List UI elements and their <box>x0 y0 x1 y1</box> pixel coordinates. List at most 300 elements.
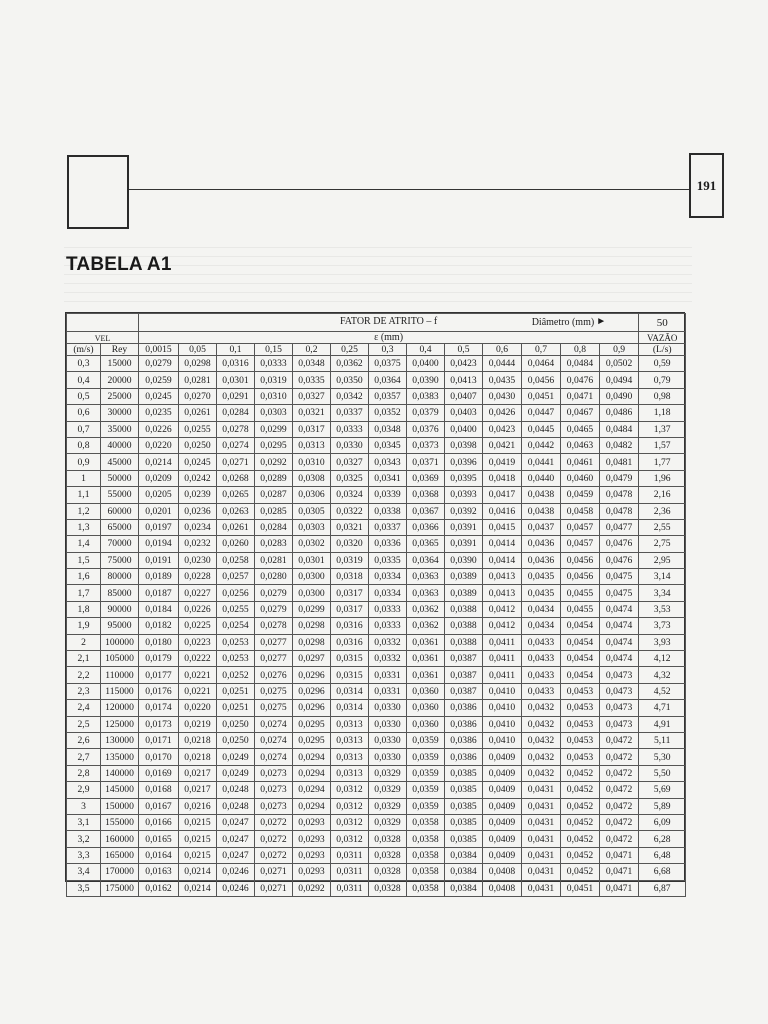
friction-factor-cell: 0,0400 <box>407 356 445 372</box>
flow-rate-cell: 0,59 <box>639 356 686 372</box>
friction-factor-cell: 0,0431 <box>522 782 561 798</box>
friction-factor-cell: 0,0281 <box>255 552 293 568</box>
friction-factor-cell: 0,0409 <box>483 831 522 847</box>
epsilon-header: 0,5 <box>445 344 483 356</box>
friction-factor-cell: 0,0245 <box>179 454 217 470</box>
reynolds-cell: 60000 <box>101 503 139 519</box>
flow-rate-cell: 5,30 <box>639 749 686 765</box>
friction-factor-cell: 0,0220 <box>139 437 179 453</box>
friction-factor-cell: 0,0454 <box>561 634 600 650</box>
friction-factor-cell: 0,0292 <box>293 880 331 896</box>
friction-factor-cell: 0,0246 <box>217 864 255 880</box>
friction-factor-cell: 0,0271 <box>255 864 293 880</box>
friction-factor-cell: 0,0255 <box>217 601 255 617</box>
friction-factor-cell: 0,0423 <box>445 356 483 372</box>
friction-factor-cell: 0,0341 <box>369 470 407 486</box>
friction-factor-cell: 0,0295 <box>293 732 331 748</box>
friction-factor-cell: 0,0293 <box>293 814 331 830</box>
friction-factor-cell: 0,0471 <box>561 388 600 404</box>
flow-rate-cell: 4,12 <box>639 651 686 667</box>
reynolds-cell: 40000 <box>101 437 139 453</box>
velocity-cell: 0,3 <box>67 356 101 372</box>
friction-factor-cell: 0,0301 <box>217 372 255 388</box>
friction-factor-cell: 0,0414 <box>483 552 522 568</box>
friction-factor-cell: 0,0328 <box>369 847 407 863</box>
table-row <box>67 536 686 552</box>
friction-factor-cell: 0,0164 <box>139 847 179 863</box>
friction-factor-cell: 0,0366 <box>407 519 445 535</box>
friction-factor-cell: 0,0357 <box>369 388 407 404</box>
friction-factor-cell: 0,0447 <box>522 405 561 421</box>
friction-factor-cell: 0,0274 <box>255 749 293 765</box>
table-row <box>67 667 686 683</box>
friction-factor-cell: 0,0412 <box>483 618 522 634</box>
friction-factor-cell: 0,0391 <box>445 536 483 552</box>
friction-factor-cell: 0,0333 <box>369 601 407 617</box>
friction-factor-cell: 0,0384 <box>445 847 483 863</box>
friction-factor-cell: 0,0182 <box>139 618 179 634</box>
friction-factor-cell: 0,0430 <box>483 388 522 404</box>
table-row <box>67 814 686 830</box>
friction-factor-cell: 0,0476 <box>600 536 639 552</box>
reynolds-cell: 130000 <box>101 732 139 748</box>
friction-factor-cell: 0,0472 <box>600 782 639 798</box>
friction-factor-cell: 0,0363 <box>407 569 445 585</box>
friction-factor-cell: 0,0476 <box>561 372 600 388</box>
friction-factor-cell: 0,0300 <box>293 585 331 601</box>
friction-factor-cell: 0,0339 <box>369 487 407 503</box>
friction-factor-cell: 0,0473 <box>600 700 639 716</box>
friction-factor-cell: 0,0437 <box>522 519 561 535</box>
reynolds-cell: 15000 <box>101 356 139 372</box>
friction-factor-cell: 0,0367 <box>407 503 445 519</box>
friction-factor-cell: 0,0303 <box>255 405 293 421</box>
friction-factor-cell: 0,0232 <box>179 536 217 552</box>
friction-factor-cell: 0,0313 <box>331 732 369 748</box>
friction-factor-cell: 0,0392 <box>445 503 483 519</box>
friction-factor-cell: 0,0312 <box>331 798 369 814</box>
friction-factor-cell: 0,0306 <box>293 487 331 503</box>
reynolds-cell: 165000 <box>101 847 139 863</box>
friction-factor-cell: 0,0328 <box>369 880 407 896</box>
reynolds-cell: 85000 <box>101 585 139 601</box>
table-row <box>67 503 686 519</box>
reynolds-cell: 65000 <box>101 519 139 535</box>
friction-factor-cell: 0,0373 <box>407 437 445 453</box>
friction-factor-cell: 0,0275 <box>255 700 293 716</box>
friction-factor-cell: 0,0316 <box>331 618 369 634</box>
epsilon-header: 0,1 <box>217 344 255 356</box>
friction-factor-cell: 0,0348 <box>293 356 331 372</box>
friction-factor-cell: 0,0296 <box>293 667 331 683</box>
friction-factor-cell: 0,0321 <box>293 405 331 421</box>
velocity-cell: 3,2 <box>67 831 101 847</box>
friction-factor-cell: 0,0226 <box>179 601 217 617</box>
friction-factor-cell: 0,0432 <box>522 700 561 716</box>
friction-factor-cell: 0,0311 <box>331 880 369 896</box>
friction-factor-cell: 0,0484 <box>600 421 639 437</box>
friction-factor-cell: 0,0272 <box>255 847 293 863</box>
friction-factor-cell: 0,0250 <box>217 732 255 748</box>
page-header <box>0 0 768 240</box>
table-row <box>67 372 686 388</box>
friction-factor-cell: 0,0251 <box>217 700 255 716</box>
friction-factor-cell: 0,0408 <box>483 864 522 880</box>
friction-factor-cell: 0,0250 <box>217 716 255 732</box>
friction-factor-cell: 0,0379 <box>407 405 445 421</box>
friction-factor-cell: 0,0359 <box>407 782 445 798</box>
friction-factor-cell: 0,0299 <box>293 601 331 617</box>
vel-label: VEL <box>67 332 139 344</box>
table-row <box>67 454 686 470</box>
header-left-box <box>67 155 129 229</box>
friction-factor-cell: 0,0317 <box>293 421 331 437</box>
velocity-cell: 3,1 <box>67 814 101 830</box>
friction-factor-cell: 0,0410 <box>483 716 522 732</box>
friction-factor-cell: 0,0293 <box>293 864 331 880</box>
friction-factor-cell: 0,0331 <box>369 667 407 683</box>
flow-rate-cell: 6,87 <box>639 880 686 896</box>
friction-factor-cell: 0,0179 <box>139 651 179 667</box>
friction-factor-cell: 0,0335 <box>369 552 407 568</box>
velocity-cell: 2 <box>67 634 101 650</box>
friction-factor-cell: 0,0502 <box>600 356 639 372</box>
friction-factor-cell: 0,0222 <box>179 651 217 667</box>
friction-factor-cell: 0,0352 <box>369 405 407 421</box>
friction-factor-cell: 0,0431 <box>522 847 561 863</box>
friction-factor-cell: 0,0294 <box>293 749 331 765</box>
friction-factor-cell: 0,0435 <box>522 585 561 601</box>
friction-factor-cell: 0,0316 <box>331 634 369 650</box>
epsilon-header: 0,0015 <box>139 344 179 356</box>
velocity-cell: 3 <box>67 798 101 814</box>
friction-factor-cell: 0,0317 <box>331 585 369 601</box>
flow-rate-cell: 3,34 <box>639 585 686 601</box>
friction-factor-cell: 0,0300 <box>293 569 331 585</box>
friction-factor-cell: 0,0253 <box>217 651 255 667</box>
friction-factor-cell: 0,0271 <box>217 454 255 470</box>
reynolds-cell: 70000 <box>101 536 139 552</box>
flow-rate-cell: 3,73 <box>639 618 686 634</box>
friction-factor-cell: 0,0384 <box>445 864 483 880</box>
friction-factor-cell: 0,0327 <box>331 454 369 470</box>
friction-factor-cell: 0,0247 <box>217 847 255 863</box>
friction-factor-cell: 0,0436 <box>522 552 561 568</box>
reynolds-cell: 30000 <box>101 405 139 421</box>
velocity-cell: 0,5 <box>67 388 101 404</box>
friction-factor-cell: 0,0350 <box>331 372 369 388</box>
friction-factor-cell: 0,0393 <box>445 487 483 503</box>
friction-factor-cell: 0,0472 <box>600 732 639 748</box>
friction-factor-cell: 0,0283 <box>255 536 293 552</box>
friction-factor-cell: 0,0358 <box>407 880 445 896</box>
friction-factor-cell: 0,0452 <box>561 864 600 880</box>
friction-factor-cell: 0,0414 <box>483 536 522 552</box>
friction-factor-cell: 0,0263 <box>217 503 255 519</box>
friction-factor-cell: 0,0482 <box>600 437 639 453</box>
friction-factor-cell: 0,0417 <box>483 487 522 503</box>
vazao-unit: (L/s) <box>639 344 686 356</box>
friction-factor-cell: 0,0296 <box>293 683 331 699</box>
friction-factor-cell: 0,0432 <box>522 749 561 765</box>
friction-factor-cell: 0,0312 <box>331 831 369 847</box>
friction-factor-cell: 0,0171 <box>139 732 179 748</box>
friction-factor-cell: 0,0438 <box>522 503 561 519</box>
friction-factor-cell: 0,0460 <box>561 470 600 486</box>
friction-factor-cell: 0,0451 <box>561 880 600 896</box>
flow-rate-cell: 2,36 <box>639 503 686 519</box>
friction-factor-cell: 0,0248 <box>217 782 255 798</box>
friction-factor-cell: 0,0396 <box>445 454 483 470</box>
reynolds-cell: 135000 <box>101 749 139 765</box>
friction-factor-cell: 0,0454 <box>561 651 600 667</box>
friction-factor-cell: 0,0218 <box>179 749 217 765</box>
friction-factor-cell: 0,0472 <box>600 765 639 781</box>
friction-factor-cell: 0,0312 <box>331 814 369 830</box>
friction-factor-cell: 0,0226 <box>139 421 179 437</box>
friction-factor-cell: 0,0411 <box>483 667 522 683</box>
friction-factor-cell: 0,0419 <box>483 454 522 470</box>
friction-factor-cell: 0,0465 <box>561 421 600 437</box>
friction-factor-cell: 0,0467 <box>561 405 600 421</box>
friction-factor-cell: 0,0431 <box>522 880 561 896</box>
friction-factor-cell: 0,0250 <box>179 437 217 453</box>
reynolds-cell: 110000 <box>101 667 139 683</box>
friction-factor-cell: 0,0421 <box>483 437 522 453</box>
friction-factor-cell: 0,0328 <box>369 831 407 847</box>
friction-factor-cell: 0,0279 <box>139 356 179 372</box>
friction-factor-cell: 0,0176 <box>139 683 179 699</box>
flow-rate-cell: 6,68 <box>639 864 686 880</box>
reynolds-cell: 45000 <box>101 454 139 470</box>
friction-factor-cell: 0,0313 <box>331 749 369 765</box>
friction-factor-cell: 0,0342 <box>331 388 369 404</box>
friction-factor-cell: 0,0293 <box>293 847 331 863</box>
friction-factor-cell: 0,0242 <box>179 470 217 486</box>
reynolds-cell: 100000 <box>101 634 139 650</box>
velocity-cell: 0,4 <box>67 372 101 388</box>
friction-factor-cell: 0,0452 <box>561 798 600 814</box>
epsilon-header: 0,25 <box>331 344 369 356</box>
data-table <box>66 313 686 897</box>
friction-factor-cell: 0,0271 <box>255 880 293 896</box>
friction-factor-cell: 0,0472 <box>600 831 639 847</box>
reynolds-cell: 140000 <box>101 765 139 781</box>
friction-factor-cell: 0,0409 <box>483 847 522 863</box>
friction-factor-cell: 0,0235 <box>139 405 179 421</box>
friction-factor-cell: 0,0457 <box>561 536 600 552</box>
friction-factor-cell: 0,0320 <box>331 536 369 552</box>
friction-factor-cell: 0,0311 <box>331 847 369 863</box>
friction-factor-cell: 0,0230 <box>179 552 217 568</box>
flow-rate-cell: 1,57 <box>639 437 686 453</box>
friction-factor-cell: 0,0472 <box>600 798 639 814</box>
friction-factor-cell: 0,0317 <box>331 601 369 617</box>
table-body <box>67 356 686 897</box>
friction-factor-cell: 0,0403 <box>445 405 483 421</box>
friction-factor-cell: 0,0253 <box>217 634 255 650</box>
flow-rate-cell: 4,91 <box>639 716 686 732</box>
table-row <box>67 732 686 748</box>
friction-factor-cell: 0,0256 <box>217 585 255 601</box>
friction-factor-cell: 0,0295 <box>293 716 331 732</box>
friction-factor-cell: 0,0294 <box>293 782 331 798</box>
friction-factor-cell: 0,0298 <box>293 634 331 650</box>
friction-factor-cell: 0,0337 <box>331 405 369 421</box>
friction-factor-cell: 0,0214 <box>179 864 217 880</box>
friction-factor-cell: 0,0371 <box>407 454 445 470</box>
friction-factor-cell: 0,0314 <box>331 683 369 699</box>
friction-factor-cell: 0,0274 <box>217 437 255 453</box>
reynolds-cell: 125000 <box>101 716 139 732</box>
friction-factor-cell: 0,0277 <box>255 651 293 667</box>
friction-factor-cell: 0,0395 <box>445 470 483 486</box>
friction-factor-cell: 0,0239 <box>179 487 217 503</box>
friction-factor-cell: 0,0481 <box>600 454 639 470</box>
friction-factor-cell: 0,0413 <box>483 569 522 585</box>
friction-factor-cell: 0,0362 <box>331 356 369 372</box>
friction-factor-cell: 0,0369 <box>407 470 445 486</box>
table-row <box>67 405 686 421</box>
friction-factor-cell: 0,0436 <box>522 536 561 552</box>
friction-factor-cell: 0,0313 <box>331 765 369 781</box>
friction-factor-cell: 0,0433 <box>522 683 561 699</box>
friction-factor-cell: 0,0332 <box>369 651 407 667</box>
velocity-cell: 2,7 <box>67 749 101 765</box>
friction-factor-cell: 0,0278 <box>217 421 255 437</box>
friction-factor-cell: 0,0162 <box>139 880 179 896</box>
velocity-cell: 1,6 <box>67 569 101 585</box>
flow-rate-cell: 0,98 <box>639 388 686 404</box>
friction-factor-cell: 0,0329 <box>369 814 407 830</box>
corner-cell-top <box>67 314 139 332</box>
fator-label: FATOR DE ATRITO – f <box>339 316 438 327</box>
flow-rate-cell: 6,09 <box>639 814 686 830</box>
flow-rate-cell: 2,55 <box>639 519 686 535</box>
friction-factor-cell: 0,0260 <box>217 536 255 552</box>
friction-factor-cell: 0,0385 <box>445 782 483 798</box>
friction-factor-cell: 0,0390 <box>407 372 445 388</box>
friction-factor-cell: 0,0457 <box>561 519 600 535</box>
flow-rate-cell: 3,93 <box>639 634 686 650</box>
friction-factor-cell: 0,0343 <box>369 454 407 470</box>
flow-rate-cell: 3,14 <box>639 569 686 585</box>
velocity-cell: 1,8 <box>67 601 101 617</box>
velocity-cell: 0,6 <box>67 405 101 421</box>
friction-factor-cell: 0,0431 <box>522 831 561 847</box>
friction-factor-cell: 0,0274 <box>255 716 293 732</box>
table-row <box>67 831 686 847</box>
table-row <box>67 880 686 896</box>
table-row <box>67 601 686 617</box>
velocity-cell: 3,3 <box>67 847 101 863</box>
velocity-cell: 1,7 <box>67 585 101 601</box>
friction-factor-cell: 0,0375 <box>369 356 407 372</box>
friction-factor-cell: 0,0386 <box>445 732 483 748</box>
friction-factor-cell: 0,0385 <box>445 831 483 847</box>
friction-factor-cell: 0,0433 <box>522 651 561 667</box>
friction-factor-cell: 0,0308 <box>293 470 331 486</box>
friction-factor-cell: 0,0464 <box>522 356 561 372</box>
friction-factor-cell: 0,0413 <box>445 372 483 388</box>
reynolds-cell: 50000 <box>101 470 139 486</box>
friction-factor-cell: 0,0359 <box>407 765 445 781</box>
friction-factor-cell: 0,0376 <box>407 421 445 437</box>
friction-factor-cell: 0,0435 <box>522 569 561 585</box>
friction-factor-cell: 0,0331 <box>369 683 407 699</box>
friction-factor-cell: 0,0219 <box>179 716 217 732</box>
friction-factor-cell: 0,0319 <box>255 372 293 388</box>
friction-factor-cell: 0,0413 <box>483 585 522 601</box>
table-row <box>67 421 686 437</box>
friction-factor-cell: 0,0410 <box>483 683 522 699</box>
velocity-cell: 2,9 <box>67 782 101 798</box>
friction-factor-cell: 0,0409 <box>483 798 522 814</box>
table-row <box>67 585 686 601</box>
friction-factor-cell: 0,0215 <box>179 831 217 847</box>
friction-factor-cell: 0,0291 <box>217 388 255 404</box>
friction-factor-cell: 0,0329 <box>369 782 407 798</box>
friction-factor-cell: 0,0387 <box>445 667 483 683</box>
friction-factor-cell: 0,0278 <box>255 618 293 634</box>
friction-factor-cell: 0,0315 <box>331 651 369 667</box>
friction-factor-cell: 0,0220 <box>179 700 217 716</box>
friction-factor-cell: 0,0280 <box>255 569 293 585</box>
friction-factor-cell: 0,0426 <box>483 405 522 421</box>
table-row <box>67 765 686 781</box>
friction-factor-cell: 0,0442 <box>522 437 561 453</box>
friction-factor-cell: 0,0391 <box>445 519 483 535</box>
friction-factor-cell: 0,0221 <box>179 683 217 699</box>
friction-factor-cell: 0,0330 <box>331 437 369 453</box>
friction-factor-cell: 0,0330 <box>369 700 407 716</box>
friction-factor-cell: 0,0333 <box>255 356 293 372</box>
friction-factor-cell: 0,0329 <box>369 798 407 814</box>
friction-factor-cell: 0,0215 <box>179 814 217 830</box>
velocity-cell: 1,1 <box>67 487 101 503</box>
friction-factor-cell: 0,0361 <box>407 651 445 667</box>
friction-factor-cell: 0,0359 <box>407 732 445 748</box>
friction-factor-cell: 0,0333 <box>331 421 369 437</box>
friction-factor-cell: 0,0314 <box>331 700 369 716</box>
friction-factor-cell: 0,0294 <box>293 798 331 814</box>
velocity-cell: 2,4 <box>67 700 101 716</box>
friction-factor-cell: 0,0272 <box>255 814 293 830</box>
friction-factor-cell: 0,0358 <box>407 814 445 830</box>
epsilon-header: 0,7 <box>522 344 561 356</box>
friction-factor-cell: 0,0234 <box>179 519 217 535</box>
header-rule <box>129 189 690 190</box>
friction-factor-cell: 0,0321 <box>331 519 369 535</box>
friction-factor-cell: 0,0292 <box>255 454 293 470</box>
friction-factor-cell: 0,0452 <box>561 831 600 847</box>
friction-factor-cell: 0,0445 <box>522 421 561 437</box>
friction-factor-cell: 0,0386 <box>445 749 483 765</box>
velocity-cell: 0,7 <box>67 421 101 437</box>
friction-factor-cell: 0,0310 <box>293 454 331 470</box>
friction-factor-cell: 0,0453 <box>561 749 600 765</box>
epsilon-header: 0,2 <box>293 344 331 356</box>
friction-factor-cell: 0,0359 <box>407 749 445 765</box>
flow-rate-cell: 1,96 <box>639 470 686 486</box>
friction-factor-cell: 0,0455 <box>561 585 600 601</box>
velocity-cell: 1,3 <box>67 519 101 535</box>
friction-factor-cell: 0,0409 <box>483 765 522 781</box>
friction-factor-cell: 0,0387 <box>445 683 483 699</box>
velocity-cell: 2,1 <box>67 651 101 667</box>
friction-factor-cell: 0,0362 <box>407 601 445 617</box>
friction-factor-cell: 0,0432 <box>522 765 561 781</box>
